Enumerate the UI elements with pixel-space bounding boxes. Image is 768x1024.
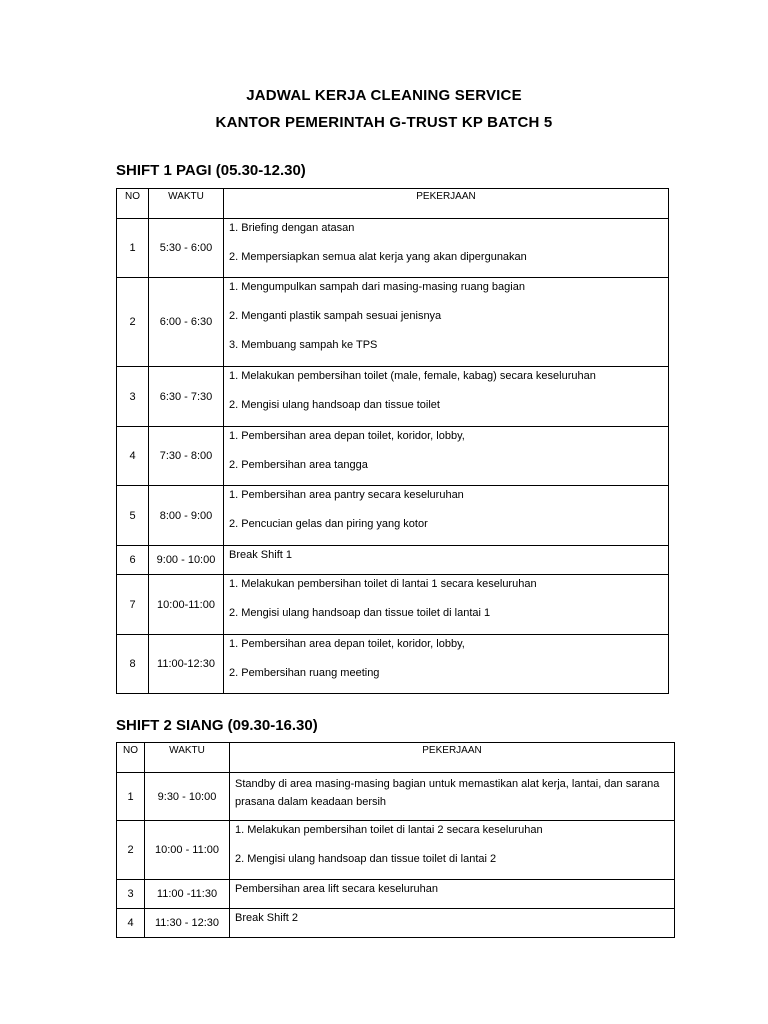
row-tasks <box>224 278 669 367</box>
task-item: 1. Briefing dengan atasan <box>229 222 355 234</box>
row-time: 10:00-11:00 <box>149 575 224 635</box>
task-item: 1. Pembersihan area depan toilet, koridor, lobby, <box>229 638 465 650</box>
task-item: 1. Pembersihan area pantry secara keseluruhan <box>229 489 464 501</box>
row-tasks <box>224 219 669 278</box>
task-item: Standby di area masing-masing bagian untuk memastikan alat kerja, lantai, dan sarana prasana dalam keadaan bersih <box>235 778 660 808</box>
row-number: 6 <box>117 546 149 575</box>
row-tasks <box>224 486 669 546</box>
task-item: 1. Melakukan pembersihan toilet di lantai 2 secara keseluruhan <box>235 824 543 836</box>
row-number: 5 <box>117 486 149 546</box>
task-item: 2. Menganti plastik sampah sesuai jenisnya <box>229 310 442 322</box>
table-row <box>117 427 669 486</box>
task-item: Break Shift 2 <box>235 912 298 924</box>
row-time: 8:00 - 9:00 <box>149 486 224 546</box>
shift1-heading: SHIFT 1 PAGI (05.30-12.30) <box>116 162 306 179</box>
task-item: 2. Pencucian gelas dan piring yang kotor <box>229 518 428 530</box>
row-time: 5:30 - 6:00 <box>149 219 224 278</box>
column-header-no: NO <box>117 743 145 773</box>
row-number: 2 <box>117 821 145 880</box>
table-row <box>117 219 669 278</box>
table-row <box>117 880 675 909</box>
shift2-heading: SHIFT 2 SIANG (09.30-16.30) <box>116 717 318 734</box>
table-row <box>117 635 669 694</box>
table-row <box>117 367 669 427</box>
task-item: 3. Membuang sampah ke TPS <box>229 339 378 351</box>
task-item: 1. Melakukan pembersihan toilet (male, female, kabag) secara keseluruhan <box>229 370 596 382</box>
row-time: 11:00-12:30 <box>149 635 224 694</box>
row-time: 10:00 - 11:00 <box>145 821 230 880</box>
row-time: 6:00 - 6:30 <box>149 278 224 367</box>
row-tasks <box>224 575 669 635</box>
table-row <box>117 278 669 367</box>
row-tasks <box>230 821 675 880</box>
task-item: Break Shift 1 <box>229 549 292 561</box>
row-tasks <box>230 880 675 909</box>
task-item: 2. Pembersihan area tangga <box>229 459 368 471</box>
table-row <box>117 909 675 938</box>
row-time: 7:30 - 8:00 <box>149 427 224 486</box>
task-item: Pembersihan area lift secara keseluruhan <box>235 883 439 895</box>
row-tasks <box>230 773 675 821</box>
row-number: 3 <box>117 367 149 427</box>
row-number: 8 <box>117 635 149 694</box>
row-tasks <box>224 427 669 486</box>
table-row <box>117 821 675 880</box>
row-number: 4 <box>117 909 145 938</box>
row-time: 11:00 -11:30 <box>145 880 230 909</box>
task-item: 2. Pembersihan ruang meeting <box>229 667 380 679</box>
column-header-no: NO <box>117 189 149 219</box>
table-row <box>117 773 675 821</box>
column-header-waktu: WAKTU <box>149 189 224 219</box>
task-item: 1. Pembersihan area depan toilet, koridor, lobby, <box>229 430 465 442</box>
row-time: 6:30 - 7:30 <box>149 367 224 427</box>
shift1-table <box>116 188 669 694</box>
table-row <box>117 486 669 546</box>
document-title: JADWAL KERJA CLEANING SERVICE <box>246 87 522 104</box>
row-tasks <box>224 546 669 575</box>
shift2-table <box>116 742 675 938</box>
row-tasks <box>224 367 669 427</box>
column-header-pekerjaan: PEKERJAAN <box>230 743 675 773</box>
row-number: 3 <box>117 880 145 909</box>
task-item: 2. Mengisi ulang handsoap dan tissue toilet di lantai 1 <box>229 607 491 619</box>
row-number: 4 <box>117 427 149 486</box>
row-number: 1 <box>117 219 149 278</box>
column-header-pekerjaan: PEKERJAAN <box>224 189 669 219</box>
row-time: 9:30 - 10:00 <box>145 773 230 821</box>
table-row <box>117 575 669 635</box>
row-number: 1 <box>117 773 145 821</box>
row-time: 9:00 - 10:00 <box>149 546 224 575</box>
row-tasks <box>224 635 669 694</box>
row-time: 11:30 - 12:30 <box>145 909 230 938</box>
table-row <box>117 546 669 575</box>
row-tasks <box>230 909 675 938</box>
row-number: 2 <box>117 278 149 367</box>
task-item: 2. Mengisi ulang handsoap dan tissue toilet <box>229 399 440 411</box>
document-subtitle: KANTOR PEMERINTAH G-TRUST KP BATCH 5 <box>215 114 553 131</box>
task-item: 1. Mengumpulkan sampah dari masing-masing ruang bagian <box>229 281 525 293</box>
task-item: 2. Mempersiapkan semua alat kerja yang akan dipergunakan <box>229 251 527 263</box>
row-number: 7 <box>117 575 149 635</box>
column-header-waktu: WAKTU <box>145 743 230 773</box>
task-item: 2. Mengisi ulang handsoap dan tissue toilet di lantai 2 <box>235 853 497 865</box>
task-item: 1. Melakukan pembersihan toilet di lantai 1 secara keseluruhan <box>229 578 537 590</box>
